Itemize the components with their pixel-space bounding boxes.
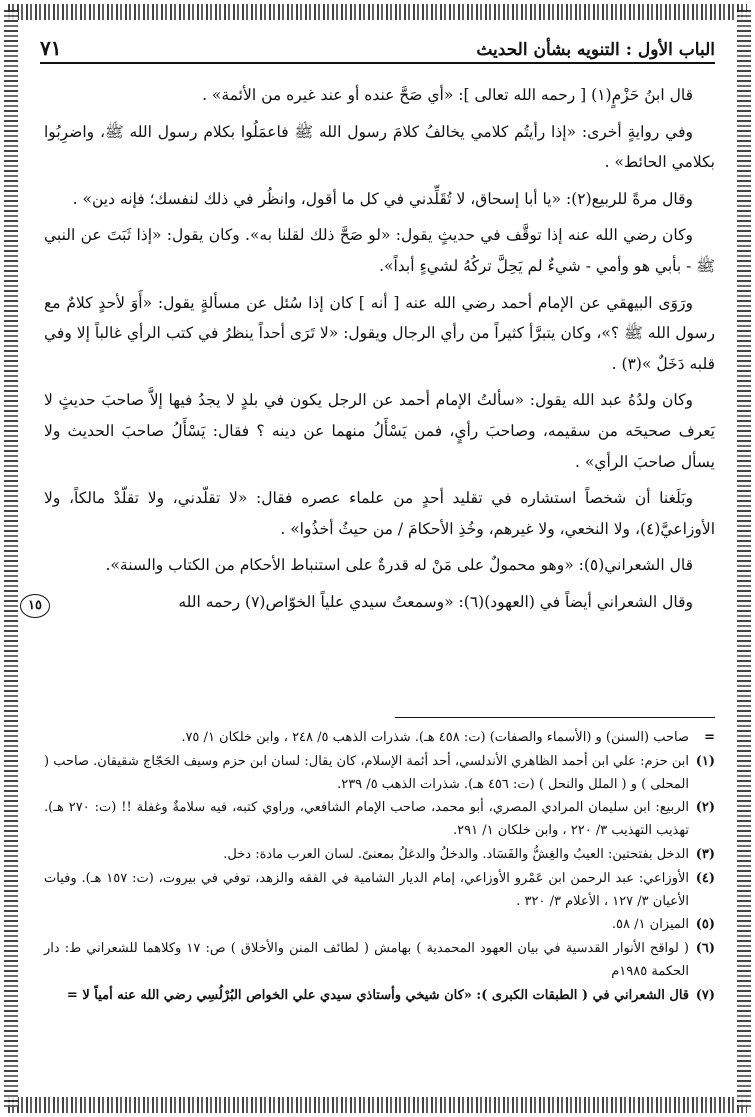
footnote-number: (٤) <box>695 870 715 886</box>
manuscript-page-marker: ١٥ <box>20 594 50 618</box>
ornamental-border-top <box>8 4 747 20</box>
footnote-text: ابن حزم: علي ابن أحمد الظاهري الأندلسي، أحد أئمة الإسلام، كان يقال: لسان ابن حزم وسيف الحَجّاج شقيقان. صاحب ( المحلى ) و ( الملل والنحل ) (ت: ٤٥٦ هـ). شذرات الذهب ٥/ ٢٣٩. <box>44 753 689 792</box>
page-number: ٧١ <box>40 36 62 60</box>
footnote-number: (٢) <box>695 800 715 816</box>
footnote <box>44 938 715 984</box>
footnote-number: (١) <box>695 753 715 769</box>
running-header <box>40 30 715 64</box>
footnote-text: الميزان ١/ ٥٨. <box>611 917 689 933</box>
main-text <box>44 80 715 624</box>
footnote-number: (٦) <box>695 941 715 957</box>
footnote <box>44 844 715 867</box>
footnote-text: ( لواقح الأنوار القدسية في بيان العهود المحمدية ) بهامش ( لطائف المنن والأخلاق ) ص: ١٧ وكلاهما للشعراني ط: دار الحكمة ١٩٨٥م <box>44 941 689 979</box>
footnote <box>44 985 715 1008</box>
footnote-text: قال الشعراني في ( الطبقات الكبرى ): «كان شيخي وأستاذي سيدي علي الخواص البُرْلُسِي رضي الله عنه أمياً لا = <box>66 987 689 1003</box>
paragraph: وبَلَغنا أن شخصاً استشاره في تقليد أحدٍ من علماء عصره فقال: «لا تقلّدني، ولا تقلّدْ مالكاً، ولا الأوزاعيَّ(٤)، ولا النخعي، ولا غيرهم، وخُذِ الأحكامَ / من حيثُ أخذُوا» . <box>44 489 715 538</box>
footnote-text: الأوزاعي: عبد الرحمن ابن عَمْرو الأوزاعي، إمام الديار الشامية في الفقه والزهد، توفي في بيروت، (ت: ١٥٧ هـ). وفيات الأعيان ٣/ ١٢٧ ، الأعلام ٣/ ٣٢٠ . <box>44 870 690 909</box>
footnote <box>44 868 715 914</box>
footnote <box>44 914 715 937</box>
footnote-number: (٣) <box>695 846 715 862</box>
paragraph: وقال الشعراني أيضاً في (العهود)(٦): «وسمعتُ سيدي علياً الخوّاص(٧) رحمه الله <box>178 592 693 611</box>
chapter-title: الباب الأول : التنويه بشأن الحديث <box>476 40 715 60</box>
paragraph: قال الشعراني(٥): «وهو محمولٌ على مَنْ له قدرةٌ على استنباط الأحكام من الكتاب والسنة». <box>105 556 693 575</box>
paragraph: ورَوَى البيهقي عن الإمام أحمد رضي الله عنه [ أنه ] كان إذا سُئل عن مسألةٍ يقول: «أَوَ لأحدٍ كلامٌ مع رسول الله ﷺ ؟»، وكان يتبرَّأ كثيراً من رأي الرجال ويقول: «لا تَرَى أحداً ينظرُ في كتب الرأي غالباً إلا وفي قلبه دَخَلٌ »(٣) . <box>44 293 715 373</box>
footnotes <box>44 727 715 1009</box>
footnote-text: الربيع: ابن سليمان المرادي المصري، أبو محمد، صاحب الإمام الشافعي، وراوي كتبه، فيه سلامةٌ وغفلة !! (ت: ٢٧٠ هـ). تهذيب التهذيب ٣/ ٢٢٠ ، وابن خلكان ١/ ٢٩١. <box>44 800 689 839</box>
ornamental-border-right <box>737 10 751 1107</box>
footnote-text: الدخل بفتحتين: العيبُ والغِشُّ والفَسَاد. والدخلُ والدغلُ بمعنىً. لسان العرب مادة: دخل. <box>223 846 689 862</box>
footnote-number: (٧) <box>695 987 715 1003</box>
paragraph: وفي روايةٍ أخرى: «إذا رأيتُم كلامي يخالفُ كلامَ رسول الله ﷺ فاعمَلُوا بكلام رسول الله ﷺ، واضرِبُوا بكلامي الحائط» . <box>44 122 715 172</box>
footnote-number: (٥) <box>695 917 715 933</box>
footnote <box>44 751 715 797</box>
footnote-number: = <box>704 730 715 745</box>
footnote-text: صاحب (السنن) و (الأسماء والصفات) (ت: ٤٥٨ هـ). شذرات الذهب ٥/ ٢٤٨ ، وابن خلكان ١/ ٧٥. <box>181 730 689 745</box>
ornamental-border-bottom <box>8 1097 747 1113</box>
footnote-separator <box>395 717 715 718</box>
ornamental-border-left <box>4 10 18 1107</box>
paragraph: قال ابنُ حَزْمٍ(١) [ رحمه الله تعالى ]: «أي صَحَّ عنده أو عند غيره من الأئمة» . <box>202 86 693 104</box>
footnote <box>44 797 715 843</box>
footnote <box>44 727 715 750</box>
paragraph: وقال مرةً للربيع(٢): «يا أبا إسحاق، لا تُقَلِّدني في كل ما أقول، وانظُر في ذلك لنفسك؛ فإنه دين» . <box>72 189 693 208</box>
paragraph: وكان ولدُهُ عبد الله يقول: «سألتُ الإمام أحمد عن الرجل يكون في بلدٍ لا يجدُ فيها إلاَّ صاحبَ حديثٍ لا يَعرف صحيحَه من سقيمه، وصاحبَ رأيٍ، فمن يَسْأَلُ منهما عن دينه ؟ فقال: يَسْأَلُ صاحبَ الحديث ولا يسأل صاحبَ الرأي» . <box>44 391 715 471</box>
paragraph: وكان رضي الله عنه إذا توقَّف في حديثٍ يقول: «لو صَحَّ ذلك لقلنا به». وكان يقول: «إذا ثَبَتَ عن النبي ﷺ - بأبي هو وأمي - شيءٌ لم يَحِلَّ تركُهُ لشيءٍ أبداً». <box>44 226 715 275</box>
